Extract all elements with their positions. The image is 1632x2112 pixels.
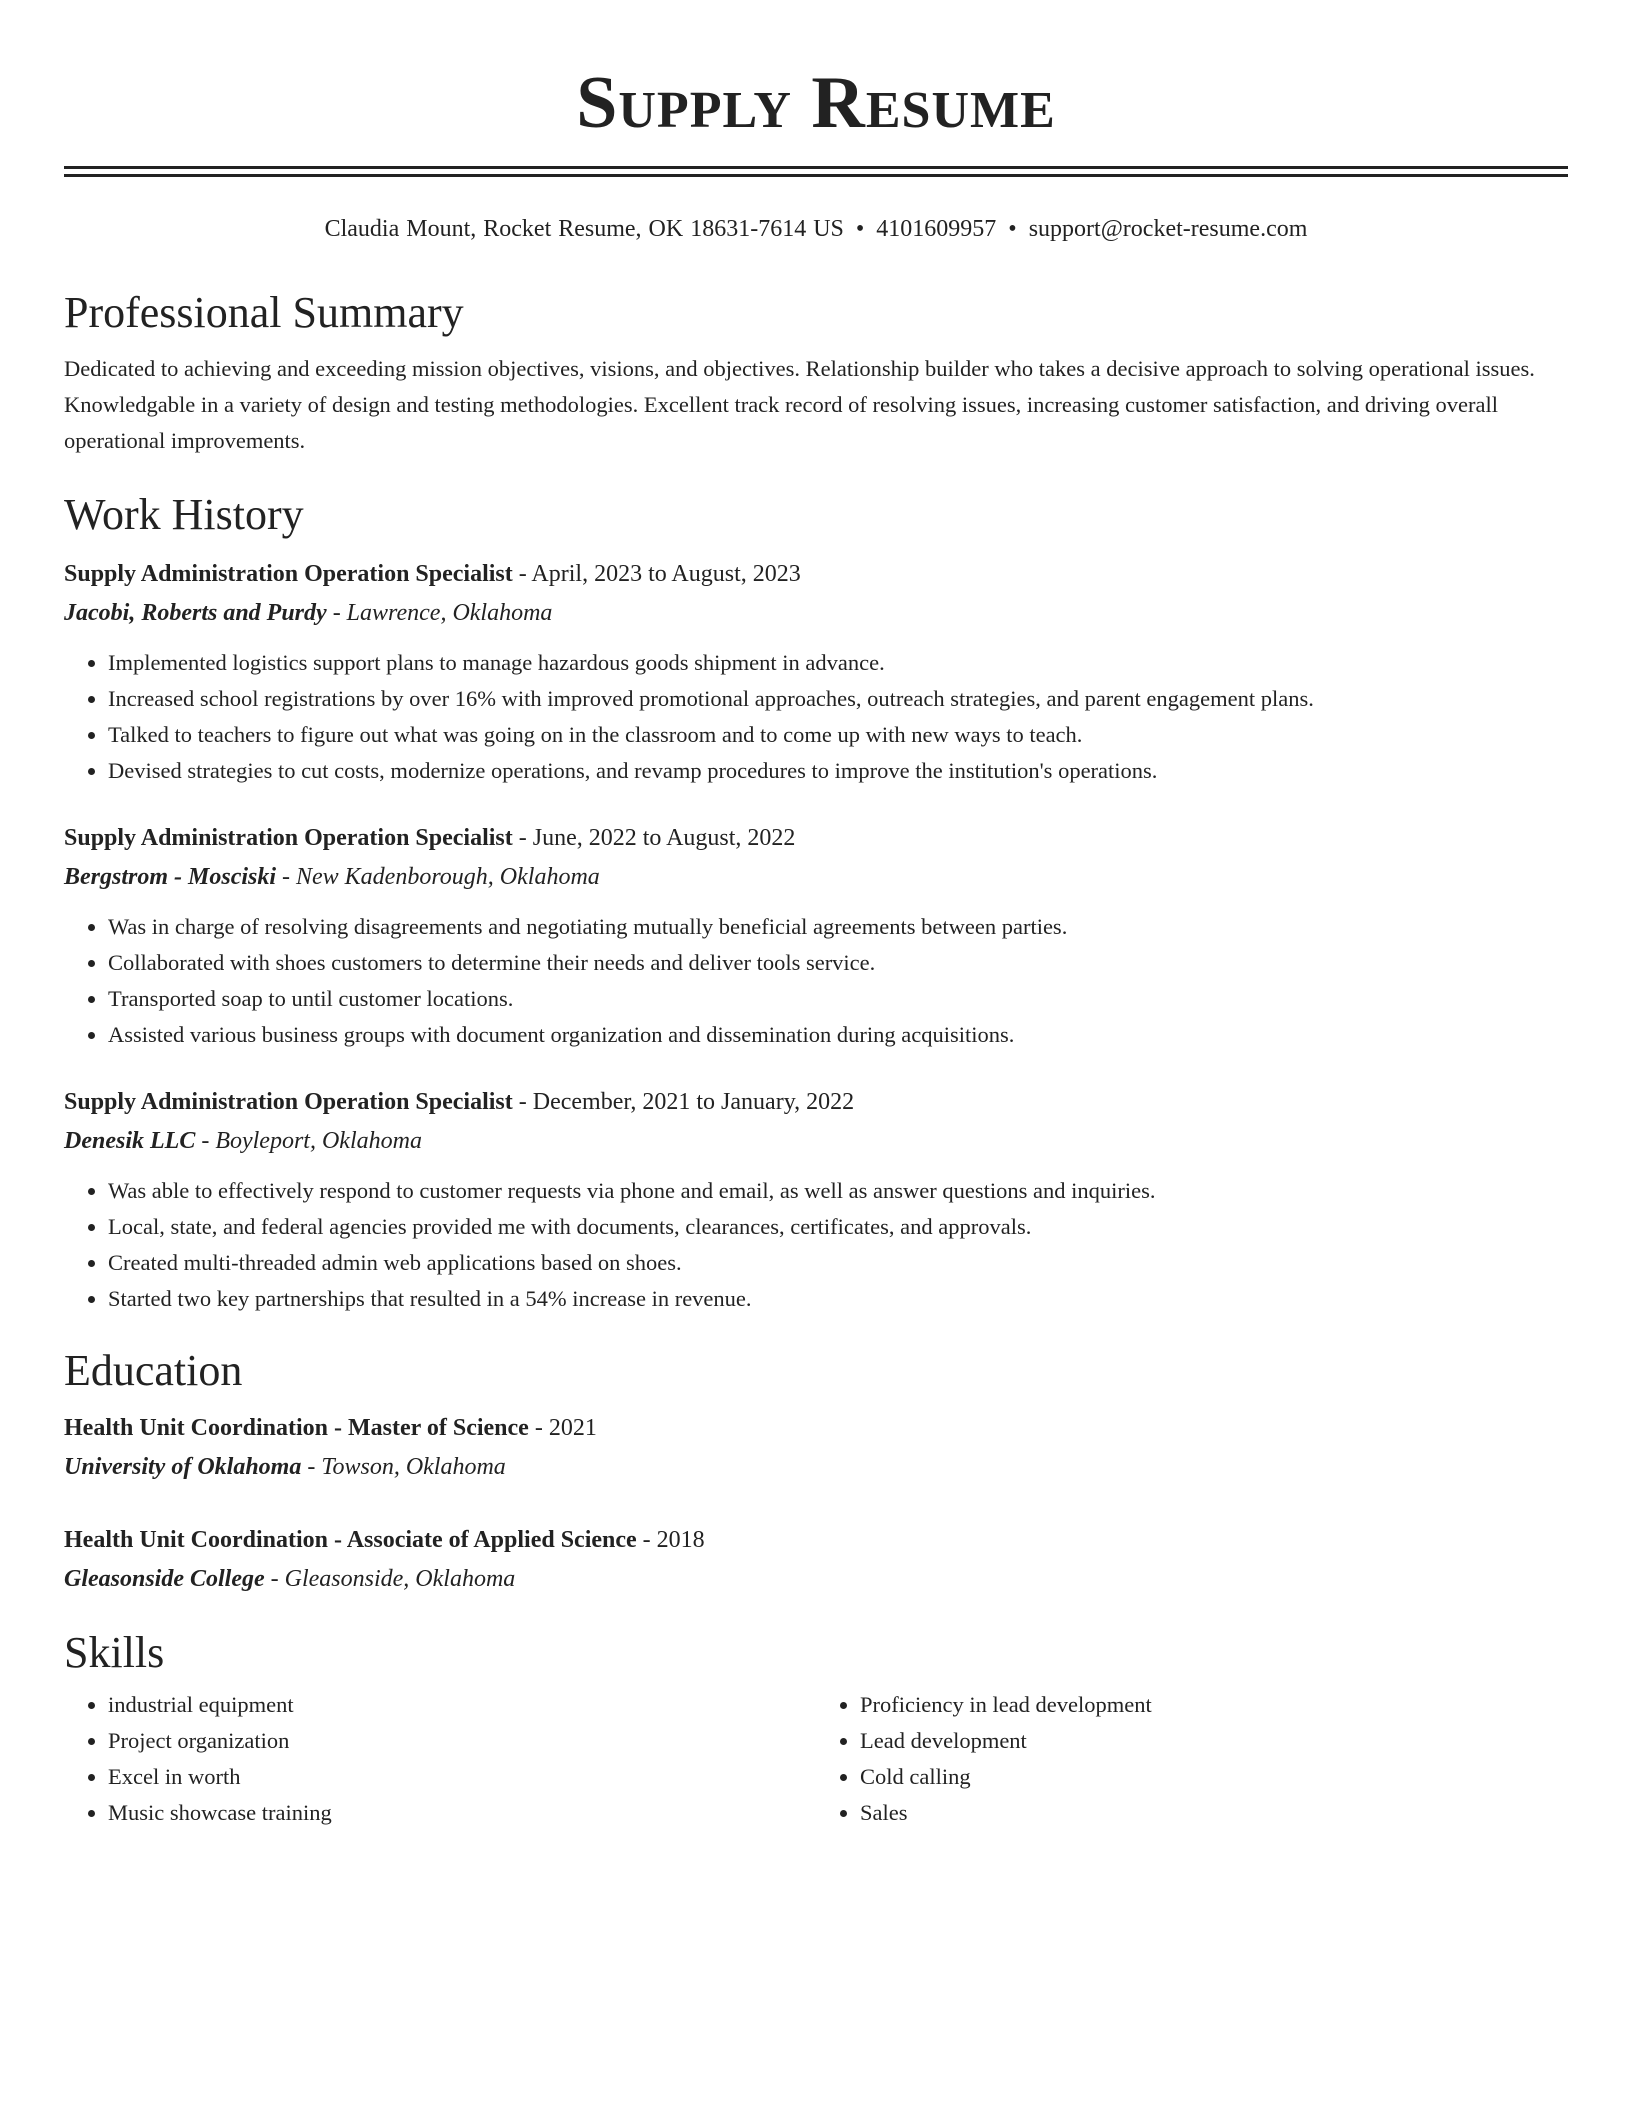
school-line <box>64 1559 1568 1599</box>
job-title-line <box>64 1083 1568 1121</box>
education-entry <box>64 1521 1568 1599</box>
contact-line <box>64 213 1568 245</box>
skill-item: • Music showcase training <box>108 1795 816 1831</box>
skill-item: • Proficiency in lead development <box>860 1687 1568 1723</box>
summary-text: Dedicated to achieving and exceeding mission objectives, visions, and objectives. Relationship builder who takes a decisive approach to solving operational issues. Knowledgable in a variety of design and testing methodologies. Excellent track record of resolving issues, increasing customer satisfaction, and driving overall operational improvements. <box>64 356 1535 453</box>
job-entry <box>64 1083 1568 1317</box>
skill-item: • industrial equipment <box>108 1687 816 1723</box>
job-bullet: • Local, state, and federal agencies provided me with documents, clearances, certificates, and approvals. <box>108 1209 1568 1245</box>
job-bullets <box>64 1173 1568 1317</box>
job-bullet: • Assisted various business groups with document organization and dissemination during acquisitions. <box>108 1017 1568 1053</box>
skill-item: • Project organization <box>108 1723 816 1759</box>
degree-name: Health Unit Coordination - Associate of Applied Science <box>64 1527 637 1553</box>
job-bullet: • Created multi-threaded admin web applications based on shoes. <box>108 1245 1568 1281</box>
employer-name: Jacobi, Roberts and Purdy <box>64 600 327 626</box>
school-name: Gleasonside College <box>64 1566 265 1592</box>
contact-separator: • <box>855 216 865 242</box>
title-rule-top <box>64 166 1568 169</box>
job-title: Supply Administration Operation Specialist <box>64 561 513 587</box>
education-heading: Education <box>64 1346 243 1395</box>
skill-item: • Sales <box>860 1795 1568 1831</box>
degree-year: - 2018 <box>636 1527 705 1553</box>
contact-address: Claudia Mount, Rocket Resume, OK 18631-7614 US <box>324 216 844 242</box>
school-location: - Gleasonside, Oklahoma <box>264 1566 516 1592</box>
job-bullet: • Started two key partnerships that resulted in a 54% increase in revenue. <box>108 1281 1568 1317</box>
job-dates: - April, 2023 to August, 2023 <box>512 561 801 587</box>
degree-line <box>64 1409 1568 1447</box>
degree-line <box>64 1521 1568 1559</box>
title-rule-bottom <box>64 174 1568 177</box>
job-bullet: • Increased school registrations by over 16% with improved promotional approaches, outreach strategies, and parent engagement plans. <box>108 681 1568 717</box>
education-entry <box>64 1409 1568 1487</box>
job-bullet: • Transported soap to until customer locations. <box>108 981 1568 1017</box>
skills-list <box>64 1687 1568 1831</box>
job-bullet: • Talked to teachers to figure out what was going on in the classroom and to come up with new ways to teach. <box>108 717 1568 753</box>
degree-year: - 2021 <box>528 1415 597 1441</box>
resume-title: Supply Resume <box>576 62 1056 144</box>
employer-name: Bergstrom - Mosciski <box>64 864 277 890</box>
job-dates: - December, 2021 to January, 2022 <box>512 1089 855 1115</box>
job-bullets <box>64 909 1568 1053</box>
job-title-line <box>64 555 1568 593</box>
job-bullet: • Was in charge of resolving disagreements and negotiating mutually beneficial agreements between parties. <box>108 909 1568 945</box>
job-title: Supply Administration Operation Specialist <box>64 1089 513 1115</box>
job-bullet: • Was able to effectively respond to customer requests via phone and email, as well as answer questions and inquiries. <box>108 1173 1568 1209</box>
job-bullet: • Collaborated with shoes customers to determine their needs and deliver tools service. <box>108 945 1568 981</box>
job-dates: - June, 2022 to August, 2022 <box>512 825 796 851</box>
job-bullet: • Devised strategies to cut costs, modernize operations, and revamp procedures to improve the institution's operations. <box>108 753 1568 789</box>
work-history-heading: Work History <box>64 490 304 539</box>
skill-item: • Excel in worth <box>108 1759 816 1795</box>
skills-column-right <box>816 1687 1568 1831</box>
employer-location: - New Kadenborough, Oklahoma <box>276 864 600 890</box>
employer-line <box>64 1121 1568 1161</box>
skill-item: • Cold calling <box>860 1759 1568 1795</box>
employer-line <box>64 857 1568 897</box>
contact-phone: 4101609957 <box>876 216 997 242</box>
job-bullet: • Implemented logistics support plans to manage hazardous goods shipment in advance. <box>108 645 1568 681</box>
skills-heading: Skills <box>64 1628 165 1677</box>
employer-line <box>64 593 1568 633</box>
skill-item: • Lead development <box>860 1723 1568 1759</box>
job-title-line <box>64 819 1568 857</box>
job-entry <box>64 819 1568 1053</box>
job-entry <box>64 555 1568 789</box>
job-bullets <box>64 645 1568 789</box>
skills-column-left <box>64 1687 816 1831</box>
school-line <box>64 1447 1568 1487</box>
degree-name: Health Unit Coordination - Master of Science <box>64 1415 529 1441</box>
contact-email: support@rocket-resume.com <box>1028 216 1308 242</box>
summary-heading: Professional Summary <box>64 288 464 337</box>
employer-location: - Boyleport, Oklahoma <box>195 1128 422 1154</box>
job-title: Supply Administration Operation Specialist <box>64 825 513 851</box>
employer-name: Denesik LLC <box>64 1128 196 1154</box>
school-location: - Towson, Oklahoma <box>301 1454 506 1480</box>
school-name: University of Oklahoma <box>64 1454 302 1480</box>
employer-location: - Lawrence, Oklahoma <box>326 600 553 626</box>
contact-separator: • <box>1008 216 1017 242</box>
